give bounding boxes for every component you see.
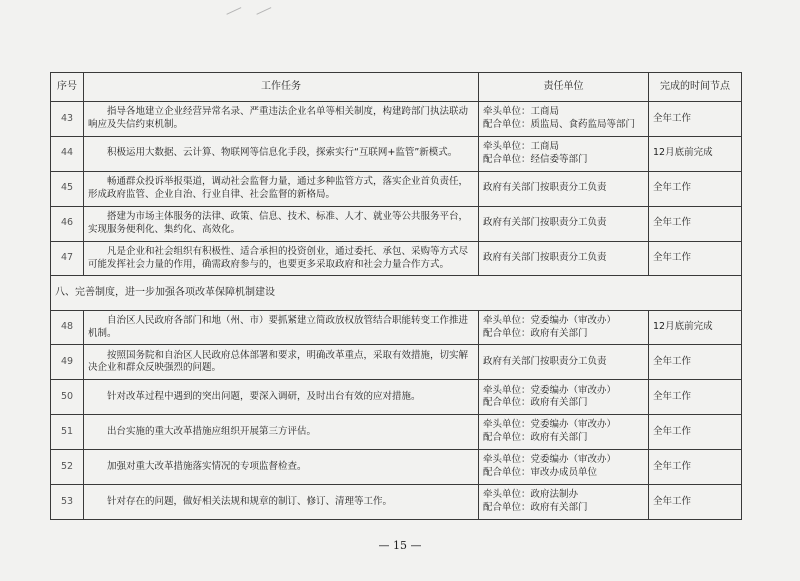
- page-number: — 15 —: [378, 539, 422, 552]
- table-row: [51, 415, 742, 450]
- row-unit: [479, 102, 649, 137]
- table-row: [51, 102, 742, 137]
- table-row: [51, 380, 742, 415]
- row-time: 全年工作: [649, 380, 742, 415]
- section-title: 八、完善制度，进一步加强各项改革保障机制建设: [51, 276, 742, 310]
- unit-line: 政府有关部门按职责分工负责: [483, 217, 607, 229]
- row-unit: [479, 136, 649, 171]
- row-unit: [479, 206, 649, 241]
- row-num: 53: [51, 485, 84, 520]
- row-task: 畅通群众投诉举报渠道，调动社会监督力量，通过多种监管方式，落实企业首负责任，形成政府监管、企业自治、行业自律、社会监督的新格局。: [84, 171, 479, 206]
- row-num: 51: [51, 415, 84, 450]
- unit-line: 配合单位：质监局、食药监局等部门: [483, 118, 636, 130]
- row-task: 指导各地建立企业经营异常名录、严重违法企业名单等相关制度，构建跨部门执法联动响应及失信约束机制。: [84, 102, 479, 137]
- table-header-row: [51, 73, 742, 102]
- row-task: 针对改革过程中遇到的突出问题，要深入调研，及时出台有效的应对措施。: [84, 380, 479, 415]
- table-row: [51, 485, 742, 520]
- unit-line: 配合单位：政府有关部门: [483, 432, 588, 444]
- row-unit: [479, 241, 649, 276]
- unit-line: 牵头单位：工商局: [483, 141, 560, 153]
- row-task: 针对存在的问题，做好相关法规和规章的制订、修订、清理等工作。: [84, 485, 479, 520]
- row-num: 46: [51, 206, 84, 241]
- row-unit: [479, 450, 649, 485]
- unit-line: 配合单位：政府有关部门: [483, 397, 588, 409]
- row-time: 全年工作: [649, 345, 742, 380]
- unit-line: 牵头单位：党委编办（审改办）: [483, 454, 617, 466]
- row-num: 52: [51, 450, 84, 485]
- row-time: 全年工作: [649, 206, 742, 241]
- scan-mark: [256, 7, 275, 24]
- row-unit: [479, 310, 649, 345]
- unit-line: 牵头单位：党委编办（审改办）: [483, 384, 617, 396]
- unit-line: 政府有关部门按职责分工负责: [483, 252, 607, 264]
- unit-line: 政府有关部门按职责分工负责: [483, 356, 607, 368]
- row-num: 49: [51, 345, 84, 380]
- row-task: 出台实施的重大改革措施应组织开展第三方评估。: [84, 415, 479, 450]
- scan-mark: [226, 7, 245, 24]
- row-num: 43: [51, 102, 84, 137]
- table-row: [51, 310, 742, 345]
- table-row: [51, 136, 742, 171]
- row-unit: [479, 171, 649, 206]
- row-task: 自治区人民政府各部门和地（州、市）要抓紧建立简政放权放管结合职能转变工作推进机制。: [84, 310, 479, 345]
- row-time: 全年工作: [649, 241, 742, 276]
- row-time: 全年工作: [649, 102, 742, 137]
- row-unit: [479, 380, 649, 415]
- unit-line: 配合单位：政府有关部门: [483, 327, 588, 339]
- unit-line: 政府有关部门按职责分工负责: [483, 182, 607, 194]
- row-task: 凡是企业和社会组织有积极性、适合承担的投资创业，通过委托、承包、采购等方式尽可能发挥社会力量的作用，确需政府参与的，也要更多采取政府和社会力量合作方式。: [84, 241, 479, 276]
- unit-line: 配合单位：政府有关部门: [483, 502, 588, 514]
- unit-line: 牵头单位：政府法制办: [483, 489, 579, 501]
- section-row: [51, 276, 742, 310]
- row-unit: [479, 415, 649, 450]
- header-task: 工作任务: [84, 73, 479, 102]
- row-task: 按照国务院和自治区人民政府总体部署和要求，明确改革重点，采取有效措施，切实解决企业和群众反映强烈的问题。: [84, 345, 479, 380]
- header-time: 完成的时间节点: [649, 73, 742, 102]
- unit-line: 牵头单位：工商局: [483, 106, 560, 118]
- unit-line: 配合单位：经信委等部门: [483, 153, 588, 165]
- row-time: 12月底前完成: [649, 136, 742, 171]
- header-unit: 责任单位: [479, 73, 649, 102]
- row-time: 全年工作: [649, 450, 742, 485]
- unit-line: 牵头单位：党委编办（审改办）: [483, 314, 617, 326]
- unit-line: 配合单位：审改办成员单位: [483, 467, 598, 479]
- row-num: 48: [51, 310, 84, 345]
- row-num: 45: [51, 171, 84, 206]
- row-unit: [479, 345, 649, 380]
- row-num: 50: [51, 380, 84, 415]
- row-num: 44: [51, 136, 84, 171]
- task-table: [50, 72, 742, 520]
- row-time: 12月底前完成: [649, 310, 742, 345]
- row-time: 全年工作: [649, 485, 742, 520]
- table-row: [51, 450, 742, 485]
- row-task: 搭建为市场主体服务的法律、政策、信息、技术、标准、人才、就业等公共服务平台，实现服务便利化、集约化、高效化。: [84, 206, 479, 241]
- table-row: [51, 206, 742, 241]
- unit-line: 牵头单位：党委编办（审改办）: [483, 419, 617, 431]
- row-time: 全年工作: [649, 415, 742, 450]
- table-row: [51, 345, 742, 380]
- row-task: 积极运用大数据、云计算、物联网等信息化手段，探索实行“互联网+监管”新模式。: [84, 136, 479, 171]
- row-num: 47: [51, 241, 84, 276]
- table-row: [51, 171, 742, 206]
- row-unit: [479, 485, 649, 520]
- row-time: 全年工作: [649, 171, 742, 206]
- header-num: 序号: [51, 73, 84, 102]
- row-task: 加强对重大改革措施落实情况的专项监督检查。: [84, 450, 479, 485]
- table-row: [51, 241, 742, 276]
